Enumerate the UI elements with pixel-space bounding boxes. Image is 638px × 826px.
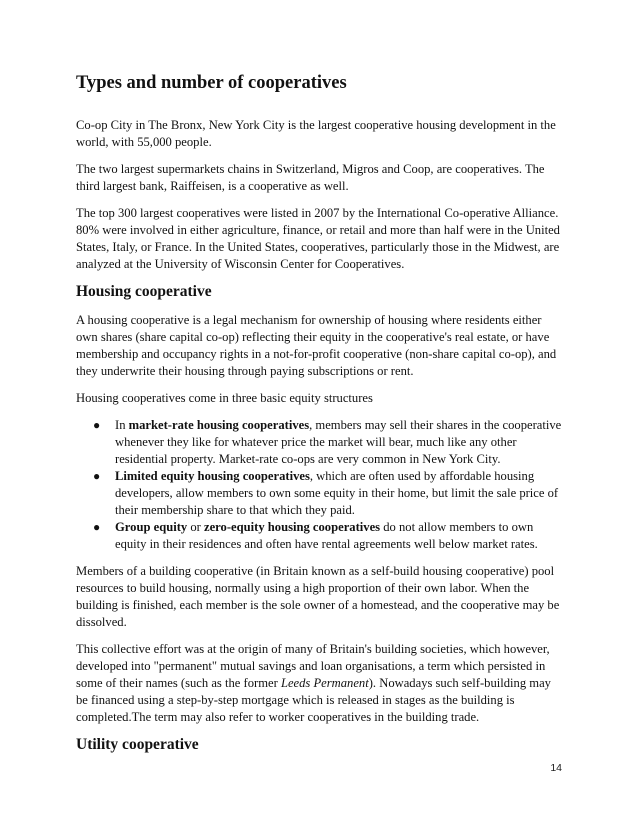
paragraph-supermarkets: The two largest supermarkets chains in Switzerland, Migros and Coop, are cooperatives. The third largest bank, Raiffeisen, is a cooperative as well.: [76, 162, 545, 194]
list-item: ● Limited equity housing cooperatives, which are often used by affordable housing developers, allow members to own some equity in their home, but limit the sale price of their membership share to that which they paid.: [93, 468, 559, 517]
paragraph-building-cooperative: Members of a building cooperative (in Britain known as a self-build housing cooperative) pool resources to build housing, normally using a high proportion of their own labor. When the building is finished, each member is the sole owner of a homestead, and the cooperative may be dissolved.: [76, 563, 560, 629]
bold-term: Limited equity housing cooperatives: [115, 468, 310, 483]
equity-structure-list: [76, 417, 562, 553]
section-title: Types and number of cooperatives: [76, 73, 347, 93]
paragraph-equity-structures: Housing cooperatives come in three basic equity structures: [76, 390, 373, 405]
document-page: [76, 72, 562, 764]
italic-term: Leeds Permanent: [280, 675, 369, 690]
housing-heading: Housing cooperative: [76, 283, 212, 301]
list-item: ● In market-rate housing cooperatives, members may sell their shares in the cooperative whenever they like for whatever price the market will bear, much like any other residential property. Market-rate co-ops are very common in New York City.: [93, 417, 562, 466]
utility-heading: Utility cooperative: [76, 735, 199, 753]
bullet-icon: ●: [93, 417, 101, 432]
paragraph-co-op-city: Co-op City in The Bronx, New York City is the largest cooperative housing development in the world, with 55,000 people.: [76, 118, 556, 150]
paragraph-collective-effort: This collective effort was at the origin of many of Britain's building societies, which however, developed into "permanent" mutual savings and loan organisations, a term which persisted in some of their names (such as the former Leeds Permanent). Nowadays such self-building may be financed using a step-by-step mortgage which is released in stages as the building is completed.The term may also refer to worker cooperatives in the building trade.: [76, 641, 551, 724]
paragraph-housing-definition: A housing cooperative is a legal mechanism for ownership of housing where residents either own shares (share capital co-op) reflecting their equity in the cooperative's real estate, or have membership and occupancy rights in a not-for-profit cooperative (non-share capital co-op), and they underwrite their housing through paying subscriptions or rent.: [76, 312, 557, 378]
list-item: ● Group equity or zero-equity housing cooperatives do not allow members to own equity in their residences and often have rental agreements well below market rates.: [93, 519, 538, 551]
bullet-icon: ●: [93, 468, 101, 483]
paragraph-top-300: The top 300 largest cooperatives were listed in 2007 by the International Co-operative Alliance. 80% were involved in either agriculture, finance, or retail and more than half were in the United States, Italy, or France. In the United States, cooperatives, particularly those in the Midwest, are analyzed at the University of Wisconsin Center for Cooperatives.: [76, 206, 560, 272]
bold-term: Group equity: [115, 519, 188, 534]
bold-term: zero-equity housing cooperatives: [204, 519, 381, 534]
bullet-icon: ●: [93, 519, 101, 534]
page-number: 14: [550, 762, 562, 774]
bold-term: market-rate housing cooperatives: [128, 417, 310, 432]
